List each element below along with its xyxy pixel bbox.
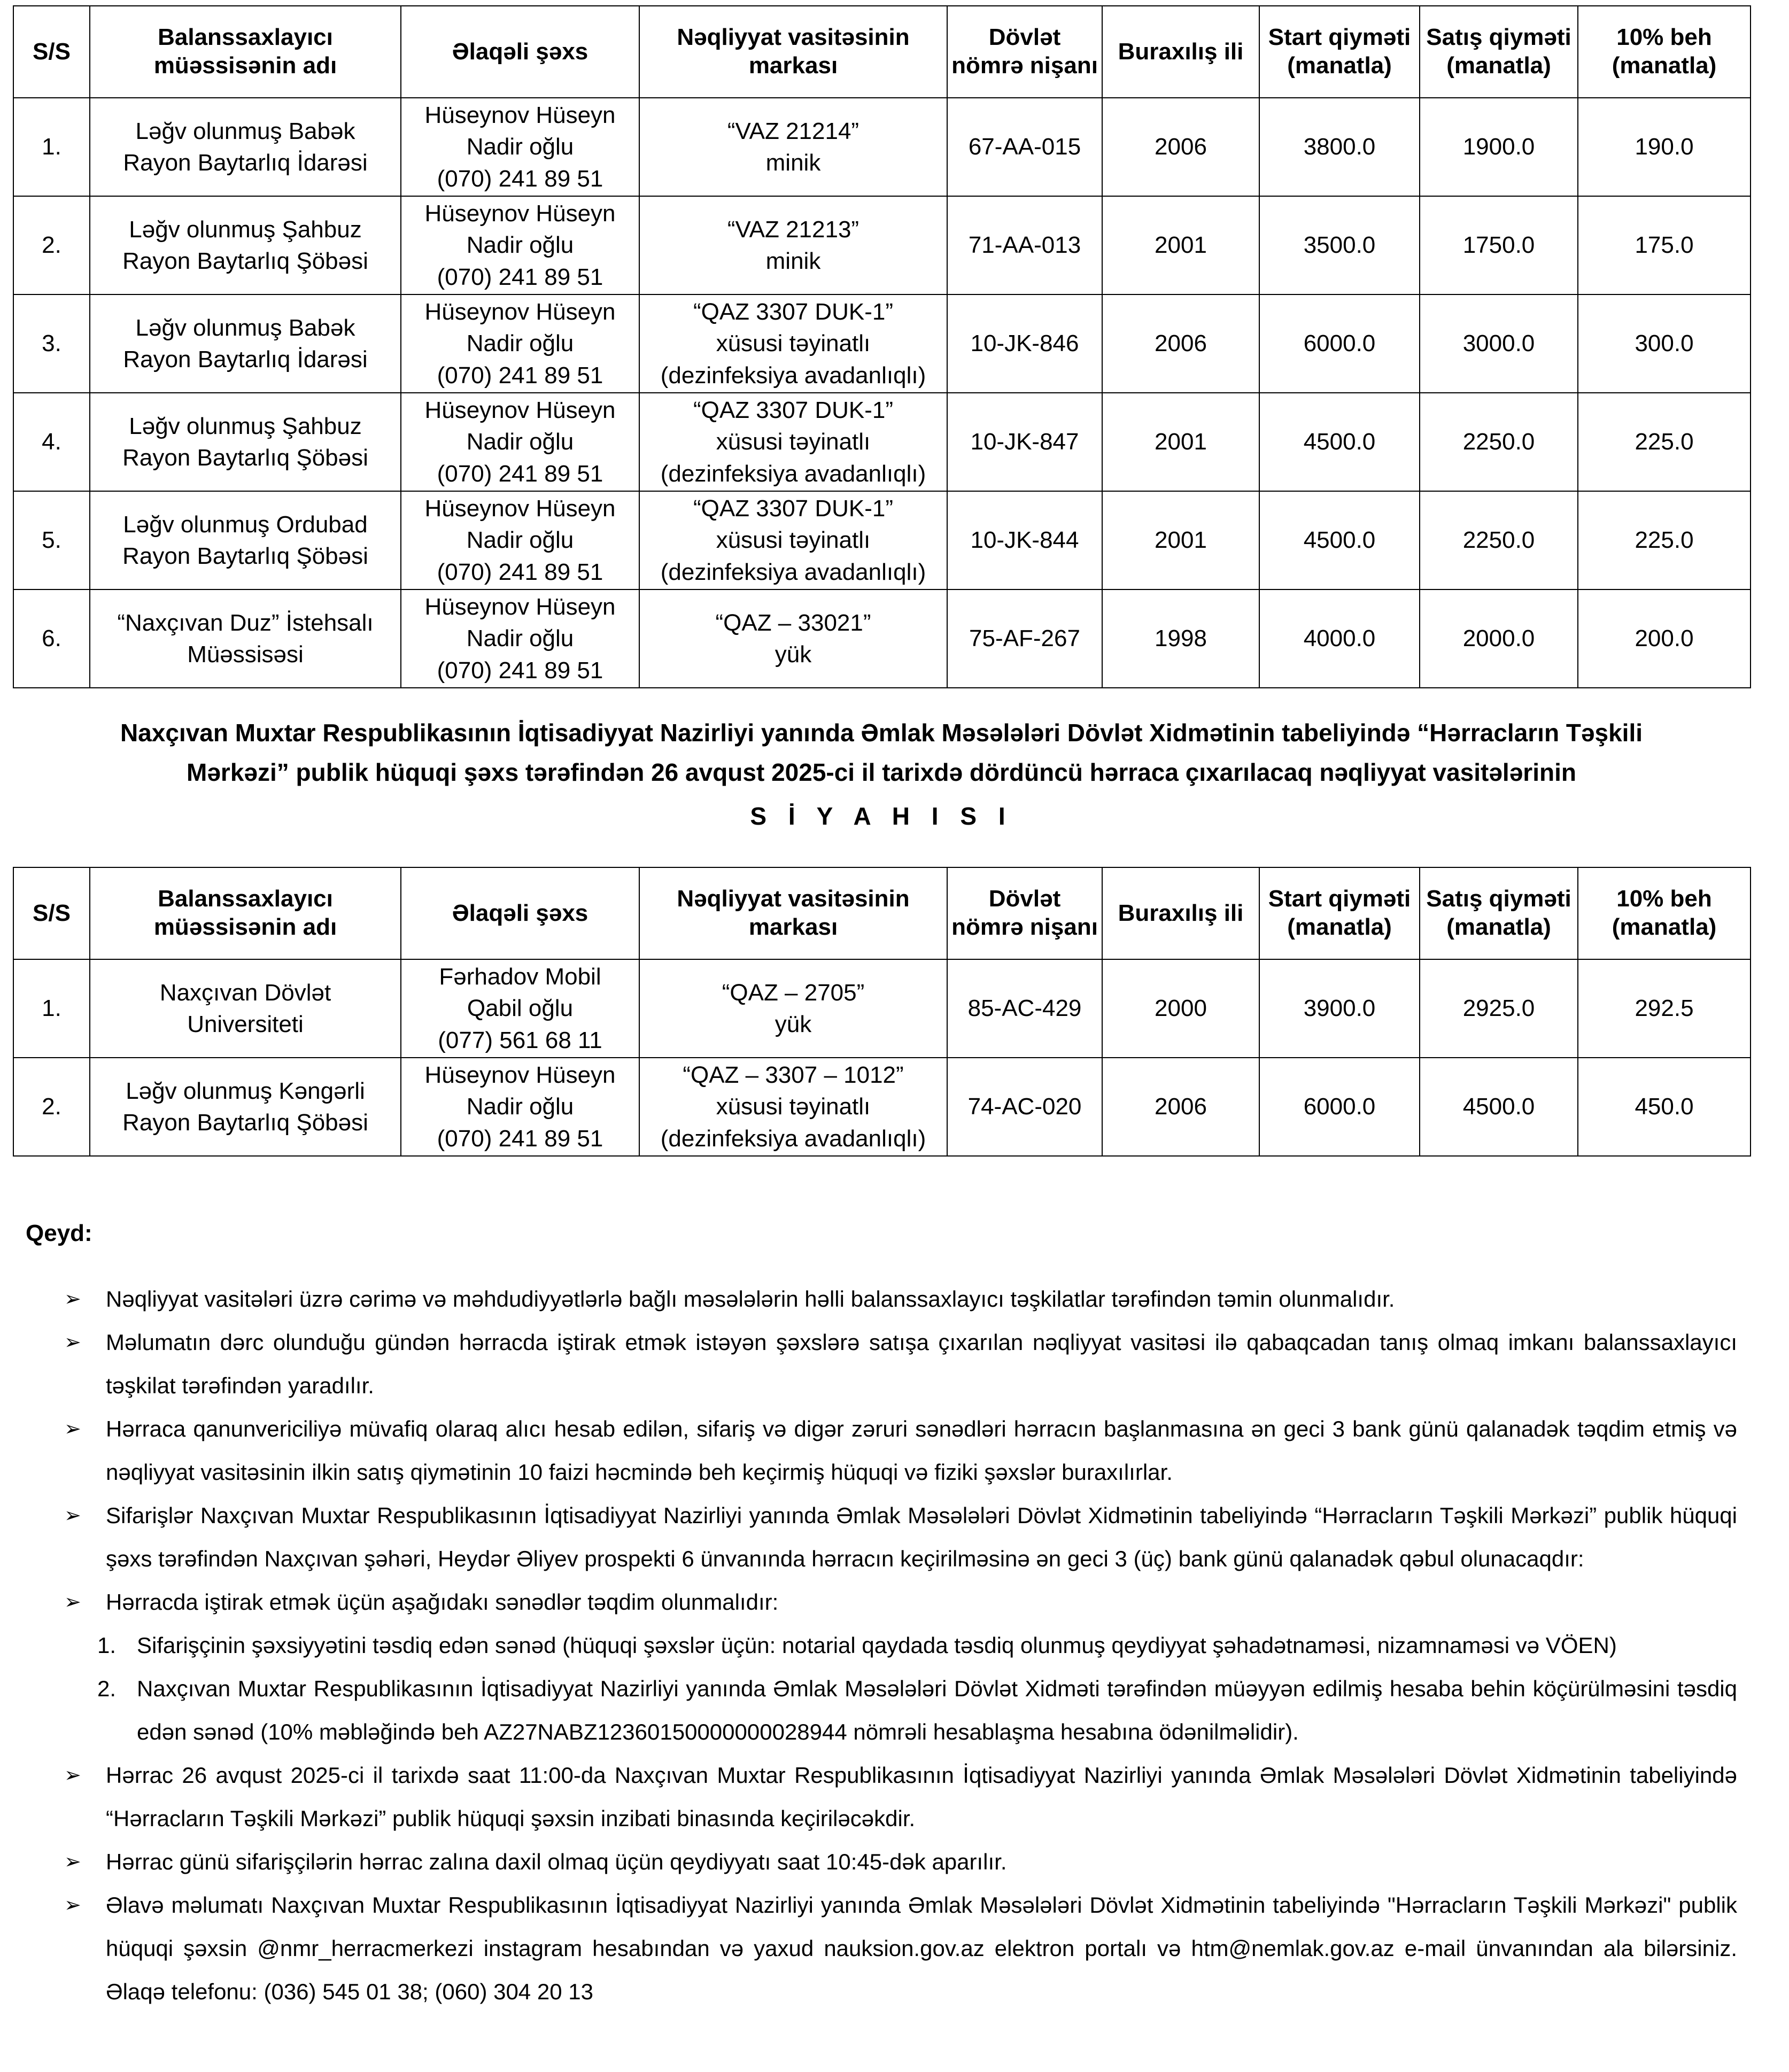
note-text: Hərraca qanunvericiliyə müvafiq olaraq alıcı hesab edilən, sifariş və digər zəruri sənədləri hərracın başlanmasına ən geci 3 bank günü qalanadək təqdim etmiş və nəqliyyat vasitəsinin ilkin satış qiymətinin 10 faizi həcmində beh keçirmiş hüquqi və fiziki şəxslər buraxılırlar. (106, 1416, 1737, 1485)
deposit-cell: 292.5 (1578, 959, 1751, 1058)
sale-price-cell: 1750.0 (1420, 196, 1578, 294)
org-name-cell (90, 1058, 401, 1156)
row-number: 5. (13, 491, 90, 589)
contact-line: Nadir oğlu (466, 1093, 574, 1120)
table-header-row (13, 867, 1751, 959)
plate-cell: 85-AC-429 (947, 959, 1102, 1058)
list-heading: S İ Y A H I S I (750, 802, 1013, 830)
vehicle-line: “QAZ – 3307 – 1012” (683, 1061, 904, 1088)
org-line: Naxçıvan Dövlət (159, 979, 331, 1006)
deposit-cell: 175.0 (1578, 196, 1751, 294)
contact-line: Nadir oğlu (466, 527, 574, 554)
note-item (64, 1883, 1737, 2013)
title-line: Mərkəzi” publik hüquqi şəxs tərəfindən 26 avqust 2025-ci il tarixdə dördüncü hərraca çıxarılacaq nəqliyyat vasitələrinin (187, 758, 1576, 786)
sale-price-cell: 1900.0 (1420, 98, 1578, 196)
note-text: Naxçıvan Muxtar Respublikasının İqtisadiyyat Nazirliyi yanında Əmlak Məsələləri Dövlət Xidməti tərəfindən müəyyən edilmiş hesaba behin köçürülməsini təsdiq edən sənəd (10% məbləğində beh AZ27NABZ12360150000000028944 nömrəli hesablaşma hesabına ödənilməlidir). (137, 1676, 1737, 1744)
contact-cell (401, 294, 639, 393)
start-price-cell: 4000.0 (1259, 589, 1420, 688)
sale-price-cell: 2000.0 (1420, 589, 1578, 688)
deposit-cell: 200.0 (1578, 589, 1751, 688)
plate-cell: 10-JK-847 (947, 393, 1102, 491)
org-name-cell (90, 959, 401, 1058)
vehicle-line: (dezinfeksiya avadanlıqlı) (660, 362, 926, 389)
note-item (64, 1580, 1737, 1624)
org-name-cell (90, 491, 401, 589)
notes-list (64, 1277, 1737, 2013)
vehicle-cell (639, 959, 947, 1058)
note-item (64, 1321, 1737, 1407)
col-header: Əlaqəli şəxs (401, 867, 639, 959)
col-header: 10% beh (manatla) (1578, 867, 1751, 959)
subitem-number: 2. (97, 1676, 117, 1701)
note-text: Sifarişçinin şəxsiyyətini təsdiq edən sənəd (hüquqi şəxslər üçün: notarial qaydada təsdiq olunmuş qeydiyyat şəhadətnaməsi, nizamnaməsi və VÖEN) (137, 1633, 1617, 1658)
col-header: Dövlət nömrə nişanı (947, 6, 1102, 98)
bullet-arrow-icon: ➢ (64, 1850, 81, 1873)
vehicle-line: yük (775, 1011, 812, 1037)
col-header: Nəqliyyat vasitəsinin markası (639, 6, 947, 98)
contact-cell (401, 1058, 639, 1156)
col-header: Balanssaxlayıcı müəssisənin adı (90, 6, 401, 98)
table-row (13, 294, 1751, 393)
sale-price-cell: 3000.0 (1420, 294, 1578, 393)
vehicle-line: (dezinfeksiya avadanlıqlı) (660, 1125, 926, 1152)
contact-line: (070) 241 89 51 (437, 362, 603, 389)
note-text: Məlumatın dərc olunduğu gündən hərracda iştirak etmək istəyən şəxslərə satışa çıxarılan nəqliyyat vasitəsi ilə qabaqcadan tanış olmaq imkanı balanssaxlayıcı təşkilat tərəfindən yaradılır. (106, 1330, 1737, 1398)
note-text: Nəqliyyat vasitələri üzrə cərimə və məhdudiyyətlərlə bağlı məsələlərin həlli balanssaxlayıcı təşkilatlar tərəfindən təmin olunmalıdır. (106, 1286, 1395, 1312)
vehicle-line: xüsusi təyinatlı (716, 429, 871, 455)
note-subitem (64, 1667, 1737, 1753)
contact-cell (401, 196, 639, 294)
start-price-cell: 6000.0 (1259, 294, 1420, 393)
note-text: Hərracda iştirak etmək üçün aşağıdakı sənədlər təqdim olunmalıdır: (106, 1589, 779, 1615)
contact-line: Nadir oğlu (466, 330, 574, 357)
plate-cell: 67-AA-015 (947, 98, 1102, 196)
org-line: Ləğv olunmuş Şahbuz (129, 216, 362, 243)
note-item (64, 1277, 1737, 1321)
deposit-cell: 225.0 (1578, 393, 1751, 491)
vehicle-cell (639, 294, 947, 393)
col-header: S/S (13, 6, 90, 98)
contact-cell (401, 393, 639, 491)
vehicle-cell (639, 491, 947, 589)
note-heading: Qeyd: (26, 1220, 92, 1246)
org-line: Ləğv olunmuş Babək (135, 118, 355, 144)
row-number: 4. (13, 393, 90, 491)
year-cell: 1998 (1102, 589, 1259, 688)
contact-line: (070) 241 89 51 (437, 165, 603, 192)
table-row (13, 98, 1751, 196)
contact-line: Hüseynov Hüseyn (424, 593, 616, 620)
vehicle-line: (dezinfeksiya avadanlıqlı) (660, 558, 926, 585)
col-header: 10% beh (manatla) (1578, 6, 1751, 98)
vehicle-line: “QAZ – 2705” (722, 979, 865, 1006)
col-header: Dövlət nömrə nişanı (947, 867, 1102, 959)
year-cell: 2006 (1102, 294, 1259, 393)
plate-cell: 10-JK-846 (947, 294, 1102, 393)
col-header: Nəqliyyat vasitəsinin markası (639, 867, 947, 959)
org-line: Rayon Baytarlıq Şöbəsi (122, 248, 368, 274)
contact-cell (401, 589, 639, 688)
vehicle-line: “VAZ 21213” (727, 216, 859, 243)
note-text: Hərrac günü sifarişçilərin hərrac zalına daxil olmaq üçün qeydiyyatı saat 10:45-dək aparılır. (106, 1849, 1007, 1874)
bullet-arrow-icon: ➢ (64, 1763, 81, 1787)
contact-line: Hüseynov Hüseyn (424, 200, 616, 227)
contact-line: Fərhadov Mobil (439, 963, 601, 990)
col-header: Əlaqəli şəxs (401, 6, 639, 98)
vehicle-line: xüsusi təyinatlı (716, 1093, 871, 1120)
org-name-cell (90, 98, 401, 196)
subitem-number: 1. (97, 1633, 117, 1658)
year-cell: 2006 (1102, 98, 1259, 196)
year-cell: 2001 (1102, 491, 1259, 589)
year-cell: 2001 (1102, 393, 1259, 491)
bullet-arrow-icon: ➢ (64, 1330, 81, 1354)
org-name-cell (90, 589, 401, 688)
table-header-row (13, 6, 1751, 98)
start-price-cell: 6000.0 (1259, 1058, 1420, 1156)
contact-line: Hüseynov Hüseyn (424, 102, 616, 128)
vehicle-line: xüsusi təyinatlı (716, 527, 871, 554)
contact-line: Hüseynov Hüseyn (424, 298, 616, 325)
org-line: Rayon Baytarlıq Şöbəsi (122, 445, 368, 471)
org-name-cell (90, 196, 401, 294)
vehicle-line: “QAZ 3307 DUK-1” (693, 495, 894, 522)
row-number: 3. (13, 294, 90, 393)
contact-line: Nadir oğlu (466, 625, 574, 652)
org-line: Ləğv olunmuş Şahbuz (129, 413, 362, 439)
title-line: Naxçıvan Muxtar Respublikasının İqtisadiyyat Nazirliyi yanında Əmlak Məsələləri Dövlət Xidmətinin tabeliyində “Hərracların Təşkili (120, 719, 1643, 747)
table-row (13, 393, 1751, 491)
sale-price-cell: 2925.0 (1420, 959, 1578, 1058)
col-header: Satış qiymәti (manatla) (1420, 867, 1578, 959)
start-price-cell: 3900.0 (1259, 959, 1420, 1058)
deposit-cell: 450.0 (1578, 1058, 1751, 1156)
col-header: Start qiymәti (manatla) (1259, 867, 1420, 959)
sale-price-cell: 2250.0 (1420, 393, 1578, 491)
table-row (13, 1058, 1751, 1156)
vehicle-line: (dezinfeksiya avadanlıqlı) (660, 460, 926, 487)
vehicle-cell (639, 98, 947, 196)
note-text: Əlavə məlumatı Naxçıvan Muxtar Respublikasının İqtisadiyyat Nazirliyi yanında Əmlak Məsələləri Dövlət Xidmətinin tabeliyində "Hərracların Təşkili Mərkəzi" publik hüquqi şəxsin @nmr_herracmerkezi instagram hesabından və yaxud nauksion.gov.az elektron portalı və htm@nemlak.gov.az e-mail ünvanından ala bilərsiniz. Əlaqə telefonu: (036) 545 01 38; (060) 304 20 13 (106, 1892, 1737, 2004)
org-line: Universiteti (187, 1011, 304, 1037)
contact-line: (077) 561 68 11 (438, 1027, 602, 1053)
contact-line: (070) 241 89 51 (437, 460, 603, 487)
bullet-arrow-icon: ➢ (64, 1893, 81, 1916)
org-name-cell (90, 294, 401, 393)
vehicle-cell (639, 196, 947, 294)
col-header: Satış qiymәti (manatla) (1420, 6, 1578, 98)
bullet-arrow-icon: ➢ (64, 1287, 81, 1310)
sale-price-cell: 4500.0 (1420, 1058, 1578, 1156)
note-item (64, 1840, 1737, 1883)
org-line: Rayon Baytarlıq Şöbəsi (122, 543, 368, 569)
vehicles-table-2 (13, 867, 1751, 1157)
vehicle-line: minik (765, 248, 821, 274)
row-number: 6. (13, 589, 90, 688)
col-header: S/S (13, 867, 90, 959)
vehicle-cell (639, 589, 947, 688)
deposit-cell: 190.0 (1578, 98, 1751, 196)
contact-line: Nadir oğlu (466, 134, 574, 160)
bullet-arrow-icon: ➢ (64, 1417, 81, 1440)
col-header: Buraxılış ili (1102, 867, 1259, 959)
plate-cell: 10-JK-844 (947, 491, 1102, 589)
contact-line: (070) 241 89 51 (437, 263, 603, 290)
org-line: Ləğv olunmuş Ordubad (123, 511, 368, 538)
col-header: Balanssaxlayıcı müəssisənin adı (90, 867, 401, 959)
contact-cell (401, 98, 639, 196)
org-line: Rayon Baytarlıq İdarəsi (123, 150, 368, 176)
start-price-cell: 4500.0 (1259, 491, 1420, 589)
vehicle-line: “QAZ 3307 DUK-1” (693, 397, 894, 423)
table-row (13, 959, 1751, 1058)
note-subitem (64, 1624, 1737, 1667)
org-line: Rayon Baytarlıq İdarəsi (123, 346, 368, 373)
start-price-cell: 3800.0 (1259, 98, 1420, 196)
bullet-arrow-icon: ➢ (64, 1590, 81, 1613)
note-text: Sifarişlər Naxçıvan Muxtar Respublikasının İqtisadiyyat Nazirliyi yanında Əmlak Məsələləri Dövlət Xidmətinin tabeliyində “Hərracların Təşkili Mərkəzi” publik hüquqi şəxs tərəfindən Naxçıvan şəhəri, Heydər Əliyev prospekti 6 ünvanında hərracın keçirilməsinə ən geci 3 (üç) bank günü qalanadək qəbul olunacaqdır: (106, 1503, 1737, 1571)
row-number: 1. (13, 98, 90, 196)
vehicle-cell (639, 1058, 947, 1156)
org-line: “Naxçıvan Duz” İstehsalı (117, 609, 374, 636)
plate-cell: 71-AA-013 (947, 196, 1102, 294)
org-line: Rayon Baytarlıq Şöbəsi (122, 1109, 368, 1136)
org-name-cell (90, 393, 401, 491)
contact-cell (401, 491, 639, 589)
year-cell: 2001 (1102, 196, 1259, 294)
vehicle-cell (639, 393, 947, 491)
note-text: Hərrac 26 avqust 2025-ci il tarixdə saat 11:00-da Naxçıvan Muxtar Respublikasının İqtisadiyyat Nazirliyi yanında Əmlak Məsələləri Dövlət Xidmətinin tabeliyində “Hərracların Təşkili Mərkəzi” publik hüquqi şəxsin inzibati binasında keçiriləcəkdir. (106, 1763, 1737, 1831)
row-number: 2. (13, 196, 90, 294)
col-header: Buraxılış ili (1102, 6, 1259, 98)
year-cell: 2000 (1102, 959, 1259, 1058)
org-line: Müəssisəsi (187, 641, 304, 668)
note-item (64, 1753, 1737, 1840)
table-row (13, 491, 1751, 589)
contact-cell (401, 959, 639, 1058)
vehicles-table-1 (13, 5, 1751, 688)
contact-line: Hüseynov Hüseyn (424, 397, 616, 423)
year-cell: 2006 (1102, 1058, 1259, 1156)
contact-line: Nadir oğlu (466, 429, 574, 455)
contact-line: (070) 241 89 51 (437, 1125, 603, 1152)
plate-cell: 75-AF-267 (947, 589, 1102, 688)
vehicle-line: “QAZ – 33021” (715, 609, 871, 636)
bullet-arrow-icon: ➢ (64, 1503, 81, 1527)
table-row (13, 196, 1751, 294)
note-item (64, 1407, 1737, 1494)
contact-line: Hüseynov Hüseyn (424, 1061, 616, 1088)
plate-cell: 74-AC-020 (947, 1058, 1102, 1156)
vehicle-line: “QAZ 3307 DUK-1” (693, 298, 894, 325)
col-header: Start qiymәti (manatla) (1259, 6, 1420, 98)
note-item (64, 1494, 1737, 1580)
row-number: 1. (13, 959, 90, 1058)
contact-line: Nadir oğlu (466, 232, 574, 259)
org-line: Ləğv olunmuş Kəngərli (126, 1077, 365, 1104)
row-number: 2. (13, 1058, 90, 1156)
vehicle-line: “VAZ 21214” (727, 118, 859, 144)
deposit-cell: 225.0 (1578, 491, 1751, 589)
sale-price-cell: 2250.0 (1420, 491, 1578, 589)
page-title (13, 713, 1750, 792)
org-line: Ləğv olunmuş Babək (135, 314, 355, 341)
contact-line: Qabil oğlu (467, 995, 574, 1022)
vehicle-line: yük (775, 641, 812, 668)
start-price-cell: 3500.0 (1259, 196, 1420, 294)
start-price-cell: 4500.0 (1259, 393, 1420, 491)
contact-line: (070) 241 89 51 (437, 558, 603, 585)
vehicle-line: xüsusi təyinatlı (716, 330, 871, 357)
contact-line: (070) 241 89 51 (437, 657, 603, 684)
table-row (13, 589, 1751, 688)
vehicle-line: minik (765, 150, 821, 176)
deposit-cell: 300.0 (1578, 294, 1751, 393)
contact-line: Hüseynov Hüseyn (424, 495, 616, 522)
